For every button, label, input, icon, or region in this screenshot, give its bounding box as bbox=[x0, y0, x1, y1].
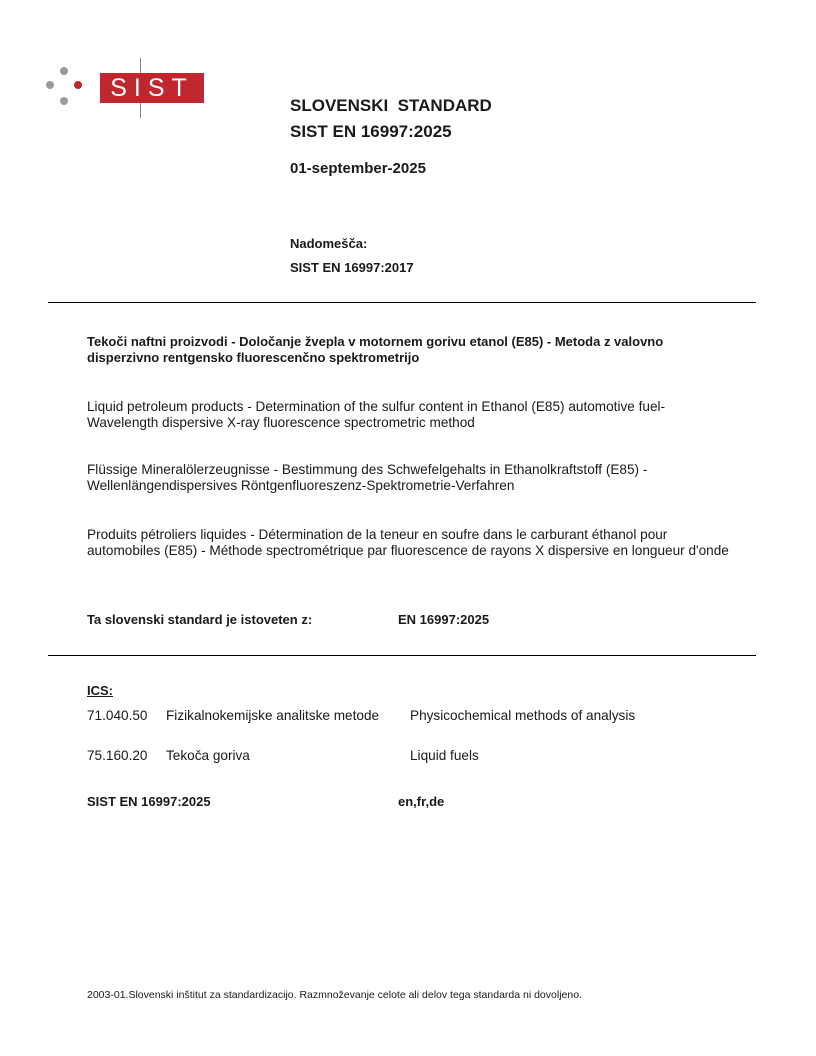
sist-logo: SIST bbox=[100, 73, 204, 103]
copyright-notice: 2003-01.Slovenski inštitut za standardizacijo. Razmnoževanje celote ali delov tega standarda ni dovoljeno. bbox=[87, 989, 582, 1001]
standard-number: SIST EN 16997:2025 bbox=[290, 122, 452, 141]
ics-label: ICS: bbox=[87, 683, 113, 698]
ics-description-slovenian: Fizikalnokemijske analitske metode bbox=[166, 708, 380, 723]
divider-middle bbox=[48, 655, 756, 656]
ics-description-slovenian: Tekoča goriva bbox=[166, 748, 250, 763]
title-english: Liquid petroleum products - Determination of the sulfur content in Ethanol (E85) automotive fuel- Wavelength dispersive X-ray fluorescence spectrometric method bbox=[87, 399, 666, 430]
title-slovenian: Tekoči naftni proizvodi - Določanje žvepla v motornem gorivu etanol (E85) - Metoda z valovno disperzivno rentgensko fluorescenčno spektrometrijo bbox=[87, 334, 664, 365]
ics-description-english: Liquid fuels bbox=[410, 748, 479, 763]
identical-label: Ta slovenski standard je istoveten z: bbox=[87, 612, 313, 627]
title-german: Flüssige Mineralölerzeugnisse - Bestimmung des Schwefelgehalts in Ethanolkraftstoff (E85) - Wellenlängendispersives Röntgenfluoreszenz-Spektrometrie-Verfahren bbox=[87, 462, 648, 493]
ics-description-english: Physicochemical methods of analysis bbox=[410, 708, 636, 723]
footer-languages: en,fr,de bbox=[398, 794, 445, 809]
sist-logo-dots bbox=[46, 67, 84, 109]
title-french: Produits pétroliers liquides - Détermination de la teneur en soufre dans le carburant éthanol pour automobiles (E85) - Méthode spectrométrique par fluorescence de rayons X dispersive en longueur d'onde bbox=[87, 527, 729, 558]
identical-value: EN 16997:2025 bbox=[398, 612, 490, 627]
document-type-title: SLOVENSKI STANDARD bbox=[290, 96, 492, 115]
divider-top bbox=[48, 302, 756, 303]
footer-standard-number: SIST EN 16997:2025 bbox=[87, 794, 211, 809]
replaces-label: Nadomešča: bbox=[290, 236, 368, 251]
ics-code: 75.160.20 bbox=[87, 748, 148, 763]
replaces-value: SIST EN 16997:2017 bbox=[290, 260, 414, 275]
ics-code: 71.040.50 bbox=[87, 708, 148, 723]
publication-date: 01-september-2025 bbox=[290, 160, 426, 177]
